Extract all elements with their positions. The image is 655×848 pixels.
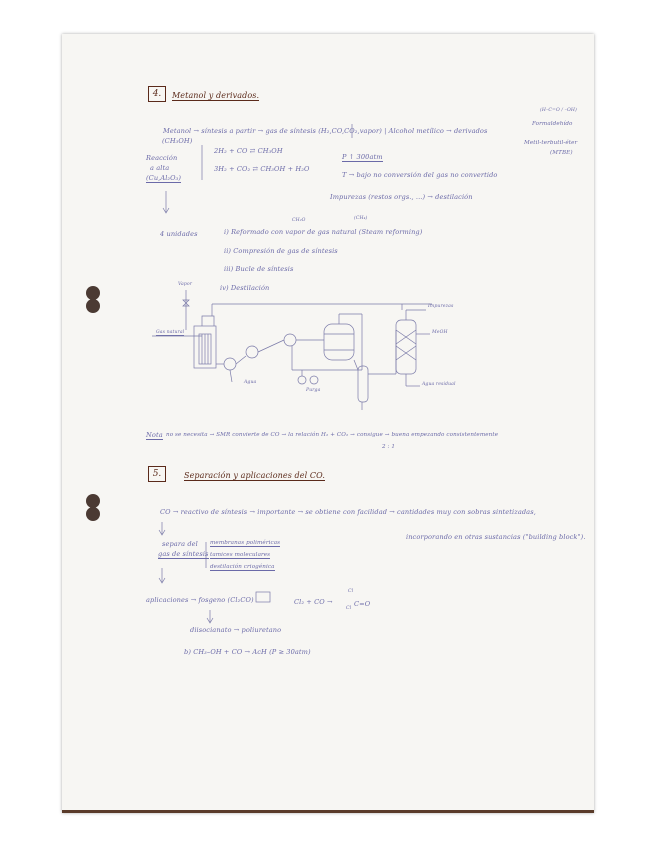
section-5-title: Separación y aplicaciones del CO. <box>184 471 325 480</box>
reaction-label-2: a alta <box>150 164 170 172</box>
section-4-title: Metanol y derivados. <box>172 91 260 100</box>
note-text: no se necesita → SMR convierte de CO → la relación H₂ + CO₂ → consigue → buena empezando consistentemente <box>166 432 499 438</box>
unit-i: i) Reformado con vapor de gas natural (Steam reforming) <box>224 228 423 236</box>
section-5-number: 5. <box>152 469 162 479</box>
diagram-label-meoh: MeOH <box>432 330 448 335</box>
separation-label-2: gas de síntesis <box>158 550 209 558</box>
phosgene-equation-left: Cl₂ + CO → <box>294 598 333 606</box>
separation-method-3: destilación criogénica <box>210 564 275 570</box>
diagram-label-agua-residual: Agua residual <box>422 382 456 387</box>
isocyanate-line: diisocianato → poliuretano <box>190 626 282 634</box>
note-prefix: Nota <box>146 431 163 439</box>
unit-i-annotation-1: CH₂O <box>292 218 306 223</box>
equation-1: 2H₂ + CO ⇄ CH₃OH <box>214 147 283 155</box>
punch-hole-2a <box>86 494 100 508</box>
note-ratio: 2 : 1 <box>382 444 396 450</box>
separation-label-1: separa del <box>162 540 198 548</box>
notebook-page <box>62 34 594 813</box>
section-4-number: 4. <box>152 89 162 99</box>
equation-2: 3H₂ + CO₂ ⇄ CH₃OH + H₂O <box>214 165 310 173</box>
diagram-label-gas-natural: Gas natural <box>156 330 185 335</box>
phosgene-product: C=O <box>354 600 371 608</box>
section-5-number-box <box>148 466 166 482</box>
reaction-label-1: Reacción <box>146 154 178 162</box>
derivative-formaldehyde: Formaldehído <box>532 121 573 127</box>
co-line-1: CO → reactivo de síntesis → importante → se obtiene con facilidad → cantidades muy con sobras sintetizadas, <box>160 508 536 516</box>
units-label: 4 unidades <box>160 230 198 238</box>
unit-iii: iii) Bucle de síntesis <box>224 265 294 273</box>
reaction-catalyst: (Cu,Al₂O₃) <box>146 174 182 182</box>
impurities-note: Impurezas (restos orgs., ...) → destilación <box>330 193 473 201</box>
pressure-note: P ↑ 300atm <box>342 153 383 161</box>
derivative-mtbe-abbrev: (MTBE) <box>550 150 573 156</box>
unit-ii: ii) Compresión de gas de síntesis <box>224 247 338 255</box>
diagram-label-purga: Purga <box>306 388 321 393</box>
derivative-formula: (H–C=O / –OH) <box>540 108 577 113</box>
phosgene-cl-top: Cl <box>348 589 354 594</box>
acetic-acid-line: b) CH₃–OH + CO → AcH (P ≥ 30atm) <box>184 648 311 656</box>
separation-method-2: tamices moleculares <box>210 552 271 558</box>
unit-iv: iv) Destilación <box>220 284 270 292</box>
applications-line: aplicaciones → fosgeno (Cl₂CO) <box>146 596 254 604</box>
unit-i-annotation-2: (CH₄) <box>354 216 368 221</box>
co-line-2: incorporando en otras sustancias ("building block"). <box>406 533 586 541</box>
temperature-note: T → bajo no conversión del gas no convertido <box>342 171 498 179</box>
separation-method-1: membranas poliméricas <box>210 540 281 546</box>
methanol-formula: (CH₃OH) <box>162 137 193 145</box>
methanol-line: Metanol → síntesis a partir → gas de síntesis (H₂,CO,CO₂,vapor) | Alcohol metílico → derivados <box>163 127 488 135</box>
phosgene-cl-bottom: Cl <box>346 606 352 611</box>
process-flow-diagram <box>62 34 594 810</box>
diagram-label-impurezas: Impurezas <box>428 304 454 309</box>
diagram-label-agua: Agua <box>244 380 257 385</box>
punch-hole-1a <box>86 286 100 300</box>
punch-hole-1b <box>86 299 100 313</box>
derivative-mtbe-name: Metil-terbutil-éter <box>524 140 578 146</box>
punch-hole-2b <box>86 507 100 521</box>
diagram-label-vapor: Vapor <box>178 282 193 287</box>
